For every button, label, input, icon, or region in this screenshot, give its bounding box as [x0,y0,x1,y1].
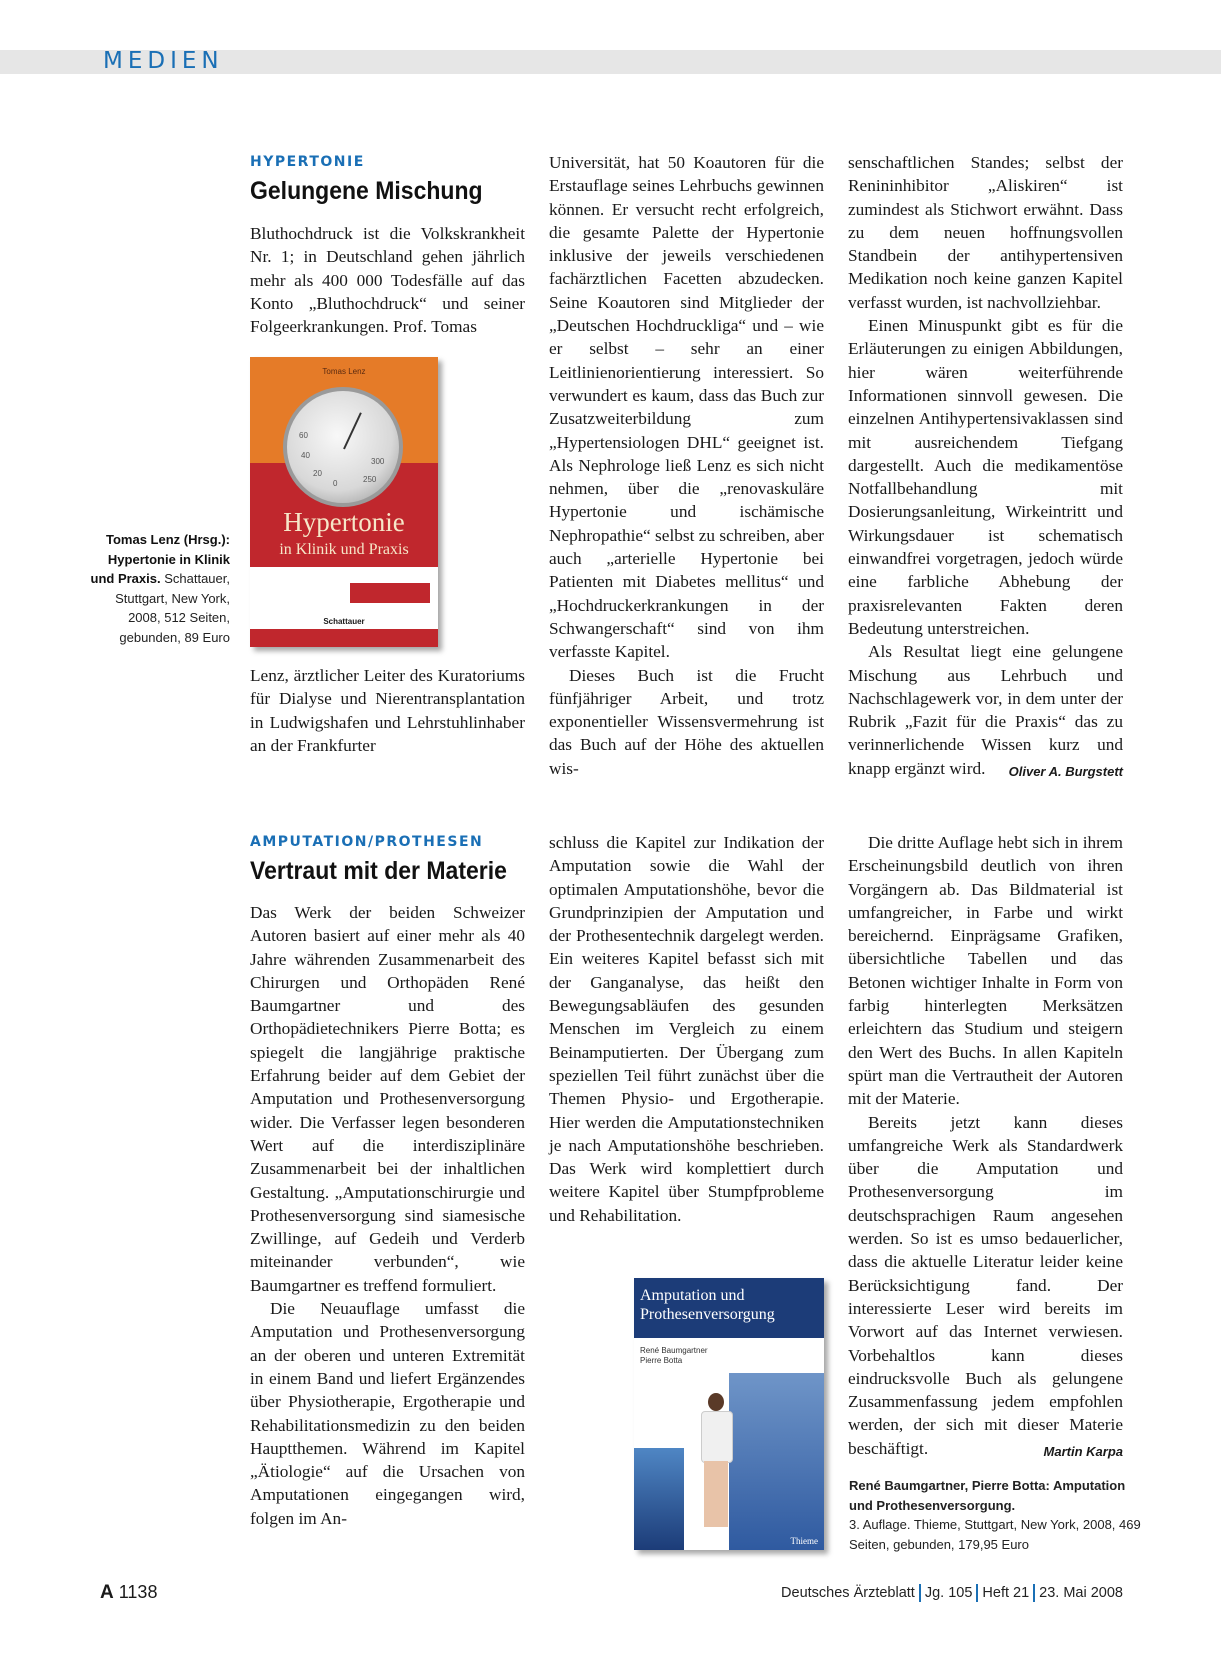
figure-torso [701,1411,733,1463]
section-label: MEDIEN [103,48,224,74]
cover-info-box [350,583,430,603]
page-number [100,1582,157,1604]
cover-xray-panel [729,1373,824,1550]
journal-name: Deutsches Ärzteblatt [781,1584,915,1601]
gauge-number: 20 [313,469,322,478]
cover-title: Hypertonie [283,507,405,537]
cover-title [640,1286,775,1324]
paragraph: Die dritte Auflage hebt sich in ihrem Erscheinungsbild deutlich von ihren Vorgängern ab. Das Bildmaterial ist umfangreicher, in Farbe und wirkt bereichernd. Einprägsame Grafiken, übersichtliche Tabellen und das Betonen wichtiger Inhalte in Form von farbig hinterlegten Merksätzen erleichtern das Studium und steigern den Wert des Buchs. In allen Kapiteln spürt man die Vertrautheit der Autoren mit der Materie. [848,833,1123,1109]
cover-author: Tomas Lenz [322,367,366,376]
journal-volume: Jg. 105 [924,1584,973,1601]
journal-date: 23. Mai 2008 [1039,1584,1123,1601]
article2-column1 [250,901,525,1530]
cover-bottom-strip [250,567,438,629]
separator [1033,1584,1035,1602]
figure-head [708,1393,724,1411]
book-cover-amputation [634,1278,824,1550]
figure-legs [704,1461,728,1527]
paragraph-text: Bereits jetzt kann dieses umfangreiche Werk als Standardwerk über die Amputation und Prothesenversorgung im deutschsprachigen Raum angesehen werden. So ist es umso bedauerlicher, dass die aktuelle Literatur leider keine Berücksichtigung fand. Der interessierte Leser wird bereits im Vorwort auf das Internet verwiesen. Vorbehaltlos kann dieses eindrucksvolle Buch als gelungene Zusammenfassung jedem empfohlen werden, der sich mit dieser Materie beschäftigt. [848,1112,1123,1458]
separator [976,1584,978,1602]
separator [919,1584,921,1602]
page-number-value: 1138 [118,1582,158,1602]
article2-column3 [848,831,1123,1463]
gauge-number: 0 [333,479,338,488]
article1-headline: Gelungene Mischung [250,177,483,205]
paragraph: schluss die Kapitel zur Indikation der Amputation sowie die Wahl der optimalen Amputationshöhe, bevor die Grundprinzipien der Amputation und der Prothesentechnik dargelegt werden. Ein weiteres Kapitel befasst sich mit der Ganganalyse, das heißt den Bewegungsabläufen des gesunden Menschen im Vergleich zu einem Beinamputierten. Der Übergang zum speziellen Teil führt zunächst über die Themen Physio- und Ergotherapie. Hier werden die Amputationstechniken je nach Amputationshöhe beschrieben. Das Werk wird komplettiert durch weitere Kapitel über Stumpfprobleme und Rehabilitation. [549,833,824,1225]
cover-publisher: Thieme [790,1536,818,1546]
cover-subtitle: in Klinik und Praxis [279,541,409,558]
book-caption-hypertonie [90,530,230,647]
cover-person-figure [696,1393,736,1528]
book-caption-amputation [849,1476,1149,1554]
gauge-needle [343,412,362,449]
gauge-number: 300 [371,457,385,466]
article2-column2 [549,831,824,1227]
page-prefix: A [100,1582,114,1603]
paragraph-text: Als Resultat liegt eine gelungene Mischung aus Lehrbuch und Nachschlagewerk vor, in dem unter der Rubrik „Fazit für die Praxis“ das zu verinnerlichende Wissen kurz und knapp ergänzt wird. [848,642,1123,778]
cover-title-band [634,1278,824,1338]
caption-details: 3. Auflage. Thieme, Stuttgart, New York, 2008, 469 Seiten, gebunden, 179,95 Euro [849,1517,1141,1552]
journal-footer [781,1584,1123,1602]
gauge-number: 60 [299,431,308,440]
cover-authors: René Baumgartner Pierre Botta [640,1346,708,1365]
paragraph: Universität, hat 50 Koautoren für die Erstauflage seines Lehrbuchs gewinnen können. Er versucht recht erfolgreich, die gesamte Palette der Hypertonie inklusive der jeweils verschiedenen fachärztlichen Facetten abzudecken. Seine Koautoren sind Mitglieder der „Deutschen Hochdruckliga“ und – wie er selbst – sehr an einer Leitlinienorientierung interessiert. So verwundert es kaum, dass das Buch zur Zusatzweiterbildung zum „Hypertensiologen DHL“ geeignet ist. Als Nephrologe ließ Lenz es sich nicht nehmen, über die „renovaskuläre Hypertonie und ischämische Nephropathie“ selbst zu schreiben, aber auch „arterielle Hypertonie bei Patienten mit Diabetes mellitus“ und „Hochdruckerkrankungen in der Schwangerschaft“ sind von ihm verfasste Kapitel. [549,153,824,662]
paragraph: Das Werk der beiden Schweizer Autoren basiert auf einer mehr als 40 Jahre währenden Zusammenarbeit des Chirurgen und Orthopäden René Baumgartner und des Orthopädietechnikers Pierre Botta; es spiegelt die langjährige praktische Erfahrung beider auf dem Gebiet der Amputation und Prothesenversorgung wider. Die Verfasser legen besonderen Wert auf die interdisziplinäre Zusammenarbeit bei der inhaltlichen Gestaltung. „Amputationschirurgie und Prothesenversorgung sind siamesische Zwillinge, auf Gedeih und Verderb miteinander verbunden“, wie Baumgartner es treffend formuliert. [250,903,525,1295]
journal-issue: Heft 21 [982,1584,1030,1601]
manometer-gauge-image [283,387,403,507]
book-cover-hypertonie [250,357,438,647]
paragraph: Die Neuauflage umfasst die Amputation und Prothesenversorgung an der oberen und unteren Extremität in einem Band und liefert Ergänzendes über Physiotherapie, Ergotherapie und Rehabilitationsmedizin zu den beiden Hauptthemen. Während im Kapitel „Ätiologie“ auf die Ursachen von Amputationen eingegangen wird, folgen im An- [250,1299,525,1528]
cover-publisher: Schattauer [323,617,365,626]
paragraph [848,640,1123,780]
paragraph: Lenz, ärztlicher Leiter des Kuratoriums für Dialyse und Nierentransplantation in Ludwigshafen und Lehrstuhlinhaber an der Frankfurter [250,666,525,755]
paragraph: Dieses Buch ist die Frucht fünfjähriger Arbeit, und trotz exponentieller Wissensvermehrung ist das Buch auf der Höhe des aktuellen wis- [549,665,824,778]
cover-title-line: Amputation und [640,1287,745,1304]
cover-leg-illustration [634,1448,684,1550]
article2-headline: Vertraut mit der Materie [250,857,507,885]
gauge-number: 250 [363,475,377,484]
paragraph: senschaftlichen Standes; selbst der Renininhibitor „Aliskiren“ ist zumindest als Stichwort erwähnt. Dass zu dem neuen hoffnungsvollen Standbein der antihypertensiven Medikation noch keine ganzen Kapitel verfasst wurden, ist nachvollziehbar. [848,153,1123,312]
caption-title: Tomas Lenz (Hrsg.): Hypertonie in Klinik und Praxis. [90,532,230,586]
paragraph [848,1111,1123,1460]
article1-column1-bottom [250,664,525,757]
article2-kicker: AMPUTATION/PROTHESEN [250,834,484,850]
caption-details: Schattauer, Stuttgart, New York, 2008, 512 Seiten, gebunden, 89 Euro [115,571,230,645]
gauge-number: 40 [301,451,310,460]
byline: Oliver A. Burgstett [1008,763,1123,779]
paragraph: Bluthochdruck ist die Volkskrankheit Nr. 1; in Deutschland gehen jährlich mehr als 400 000 Todesfälle auf das Konto „Bluthochdruck“ und seiner Folgeerkrankungen. Prof. Tomas [250,224,525,337]
cover-title-line: Prothesenversorgung [640,1306,775,1323]
caption-title: René Baumgartner, Pierre Botta: Amputation und Prothesenversorgung. [849,1478,1126,1513]
article1-column1-top [250,222,525,338]
byline: Martin Karpa [1043,1443,1123,1459]
article1-column2 [549,151,824,780]
article1-column3 [848,151,1123,783]
paragraph: Einen Minuspunkt gibt es für die Erläuterungen zu einigen Abbildungen, hier wären weiterführende Informationen sinnvoll gewesen. Die einzelnen Antihypertensivaklassen sind mit ausreichendem Tiefgang dargestellt. Auch die medikamentöse Notfallbehandlung mit Dosierungsanleitung, Wirkeintritt und Wirkungsdauer ist schematisch einwandfrei vorgetragen, jedoch würde eine farbliche Abhebung der praxisrelevanten Fakten deren Bedeutung unterstreichen. [848,316,1123,638]
article1-kicker: HYPERTONIE [250,154,365,170]
